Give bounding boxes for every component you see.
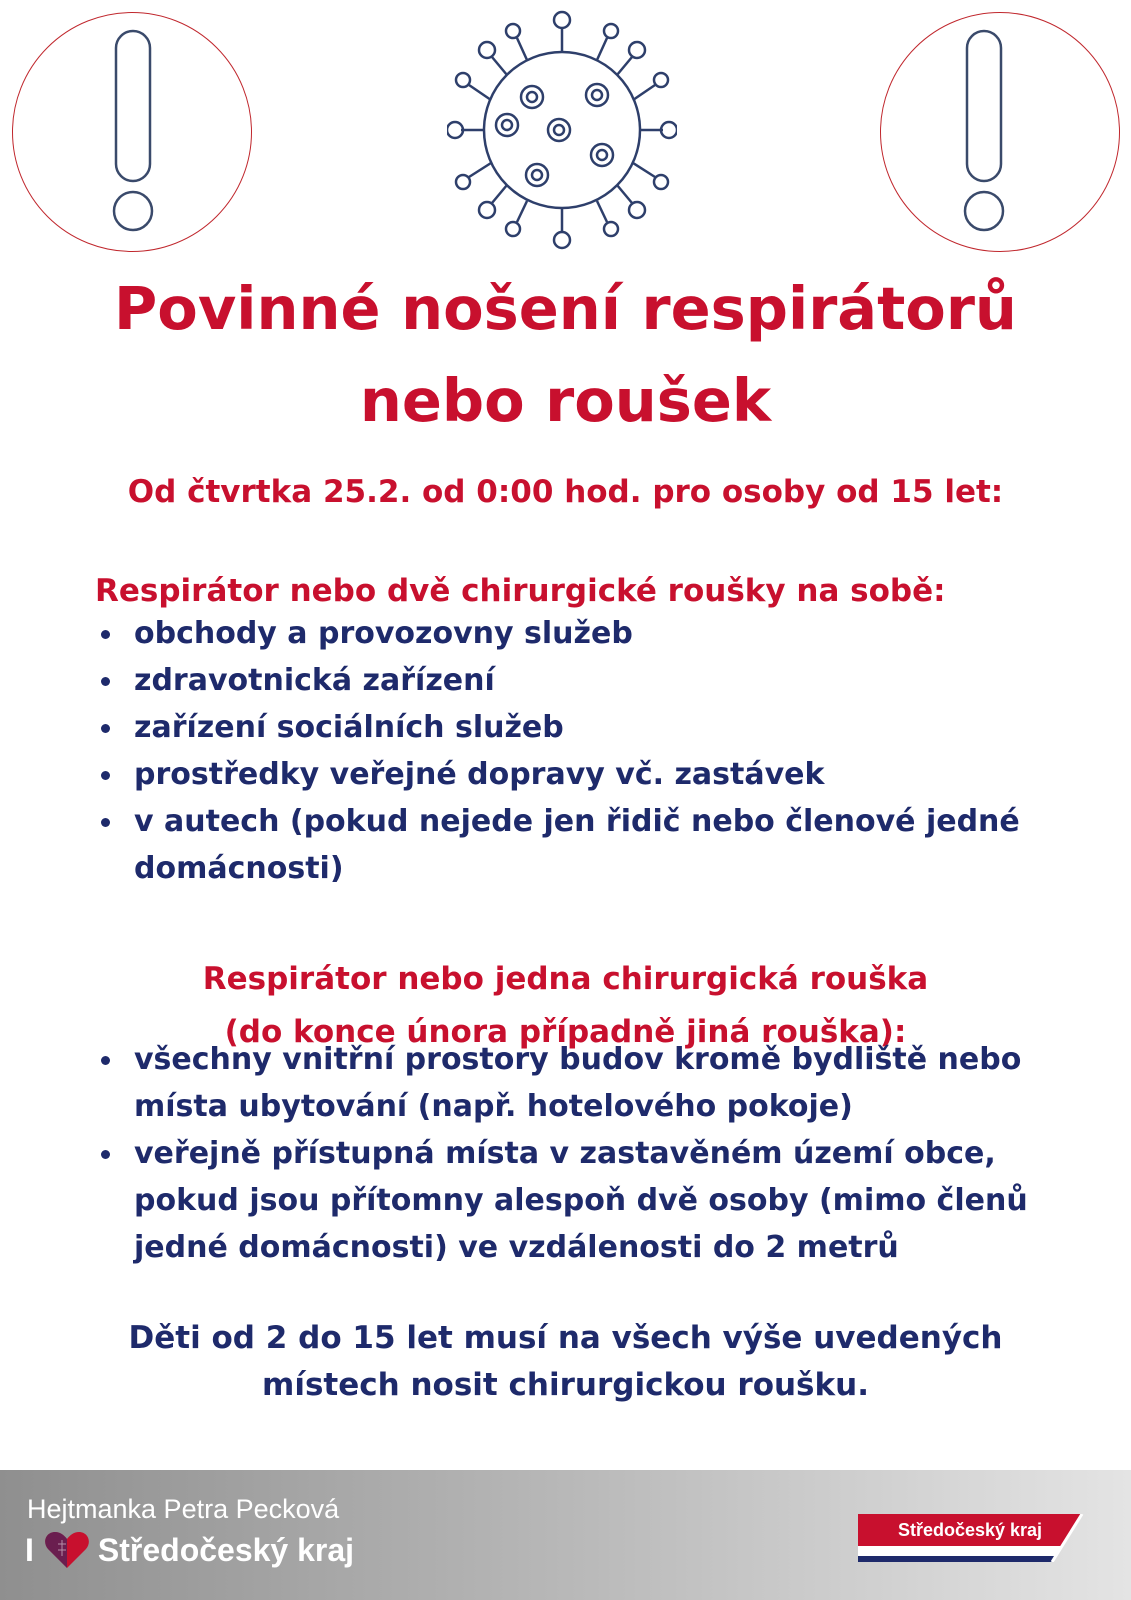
exclamation-icon [12,12,252,252]
list-item: zařízení sociálních služeb [101,704,1061,751]
note-line-2: místech nosit chirurgickou roušku. [262,1367,869,1403]
list-item: všechny vnitřní prostory budov kromě bydliště nebo místa ubytování (např. hotelového pokoje) [101,1036,1061,1130]
region-logo [858,1514,1088,1566]
exclamation-icon [880,12,1120,252]
title-line-1: Povinné nošení respirátorů [114,274,1017,343]
section-2-heading-line-2: (do konce února případně jiná rouška): [224,1014,907,1050]
list-item: veřejně přístupná místa v zastavěném území obce, pokud jsou přítomny alespoň dvě osoby (mimo členů jedné domácnosti) ve vzdálenosti do 2 metrů [101,1130,1061,1271]
heart-icon [44,1530,90,1570]
list-item: prostředky veřejné dopravy vč. zastávek [101,751,1061,798]
region-logo-text: Středočeský kraj [897,1520,1043,1540]
note-line-1: Děti od 2 do 15 let musí na všech výše uvedených [128,1320,1003,1356]
list-item: obchody a provozovny služeb [101,610,1061,657]
children-note [0,1315,1131,1409]
virus-icon [447,5,677,255]
section-1-heading: Respirátor nebo dvě chirurgické roušky na sobě: [95,573,946,609]
page-title [0,263,1131,447]
footer-slogan-text: Středočeský kraj [97,1531,355,1568]
section-1-list [101,610,1061,892]
footer-slogan-prefix: I [25,1531,34,1568]
footer-slogan [25,1530,354,1570]
footer [0,1470,1131,1600]
section-2-list [101,1036,1061,1271]
list-item: zdravotnická zařízení [101,657,1061,704]
list-item: v autech (pokud nejede jen řidič nebo členové jedné domácnosti) [101,798,1061,892]
title-line-2: nebo roušek [359,366,772,435]
icon-row [0,0,1131,270]
section-2-heading-line-1: Respirátor nebo jedna chirurgická rouška [202,961,929,997]
footer-author: Hejtmanka Petra Pecková [27,1494,340,1524]
effective-date: Od čtvrtka 25.2. od 0:00 hod. pro osoby od 15 let: [127,474,1004,510]
